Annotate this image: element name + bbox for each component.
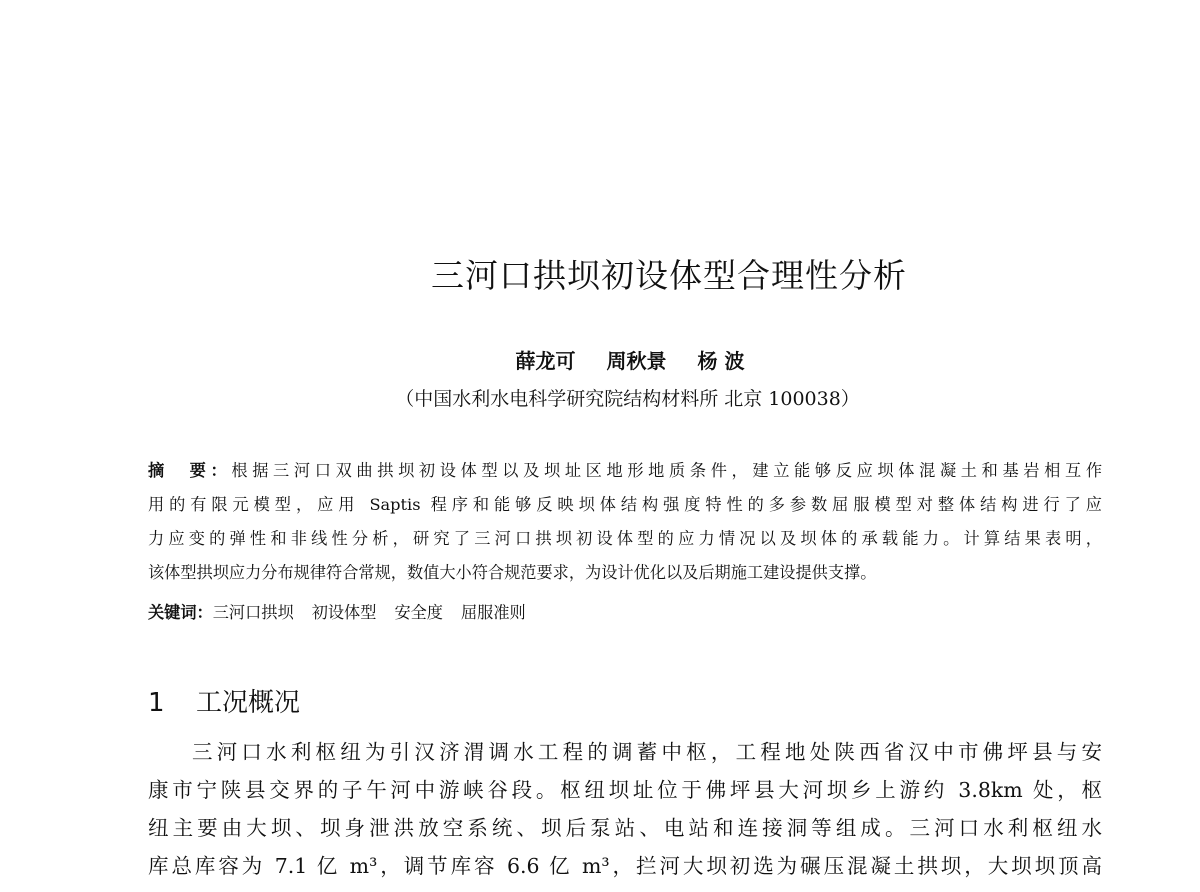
author-name: 薛龙可	[515, 349, 576, 373]
keyword: 屈服准则	[461, 603, 526, 622]
abstract-line: 该体型拱坝应力分布规律符合常规，数值大小符合规范要求，为设计优化以及后期施工建设提供支撑。	[148, 563, 877, 582]
section-body	[148, 733, 1102, 885]
keywords	[148, 596, 544, 630]
abstract-label: 摘 要：	[148, 461, 232, 480]
body-line: 三河口水利枢纽为引汉济渭调水工程的调蓄中枢，工程地处陕西省汉中市佛坪县与安	[192, 740, 1102, 764]
section-title: 工况概况	[196, 688, 301, 718]
keyword: 安全度	[394, 603, 443, 622]
section-heading	[148, 682, 300, 719]
abstract-line: 根据三河口双曲拱坝初设体型以及坝址区地形地质条件，建立能够反应坝体混凝土和基岩相互作	[231, 461, 1103, 480]
abstract	[148, 454, 1102, 590]
abstract-line: 用的有限元模型，应用 Saptis 程序和能够反映坝体结构强度特性的多参数屈服模型对整体结构进行了应	[148, 495, 1102, 514]
author-name: 杨 波	[697, 349, 745, 373]
body-line: 纽主要由大坝、坝身泄洪放空系统、坝后泵站、电站和连接洞等组成。三河口水利枢纽水	[148, 816, 1102, 840]
author-affiliation: （中国水利水电科学研究院结构材料所 北京 100038）	[395, 388, 860, 410]
body-line: 库总库容为 7.1 亿 m³，调节库容 6.6 亿 m³，拦河大坝初选为碾压混凝土拱坝，大坝坝顶高	[148, 854, 1102, 878]
paper-title: 三河口拱坝初设体型合理性分析	[431, 256, 907, 295]
keywords-label: 关键词：	[148, 603, 213, 622]
author-name: 周秋景	[606, 349, 667, 373]
author-list	[0, 345, 1200, 374]
abstract-line: 力应变的弹性和非线性分析，研究了三河口拱坝初设体型的应力情况以及坝体的承载能力。计算结果表明，	[148, 529, 1102, 548]
section-number: 1	[148, 688, 165, 718]
keyword: 三河口拱坝	[212, 603, 294, 622]
keyword: 初设体型	[311, 603, 377, 622]
body-line: 康市宁陕县交界的子午河中游峡谷段。枢纽坝址位于佛坪县大河坝乡上游约 3.8km 处，枢	[148, 778, 1102, 802]
